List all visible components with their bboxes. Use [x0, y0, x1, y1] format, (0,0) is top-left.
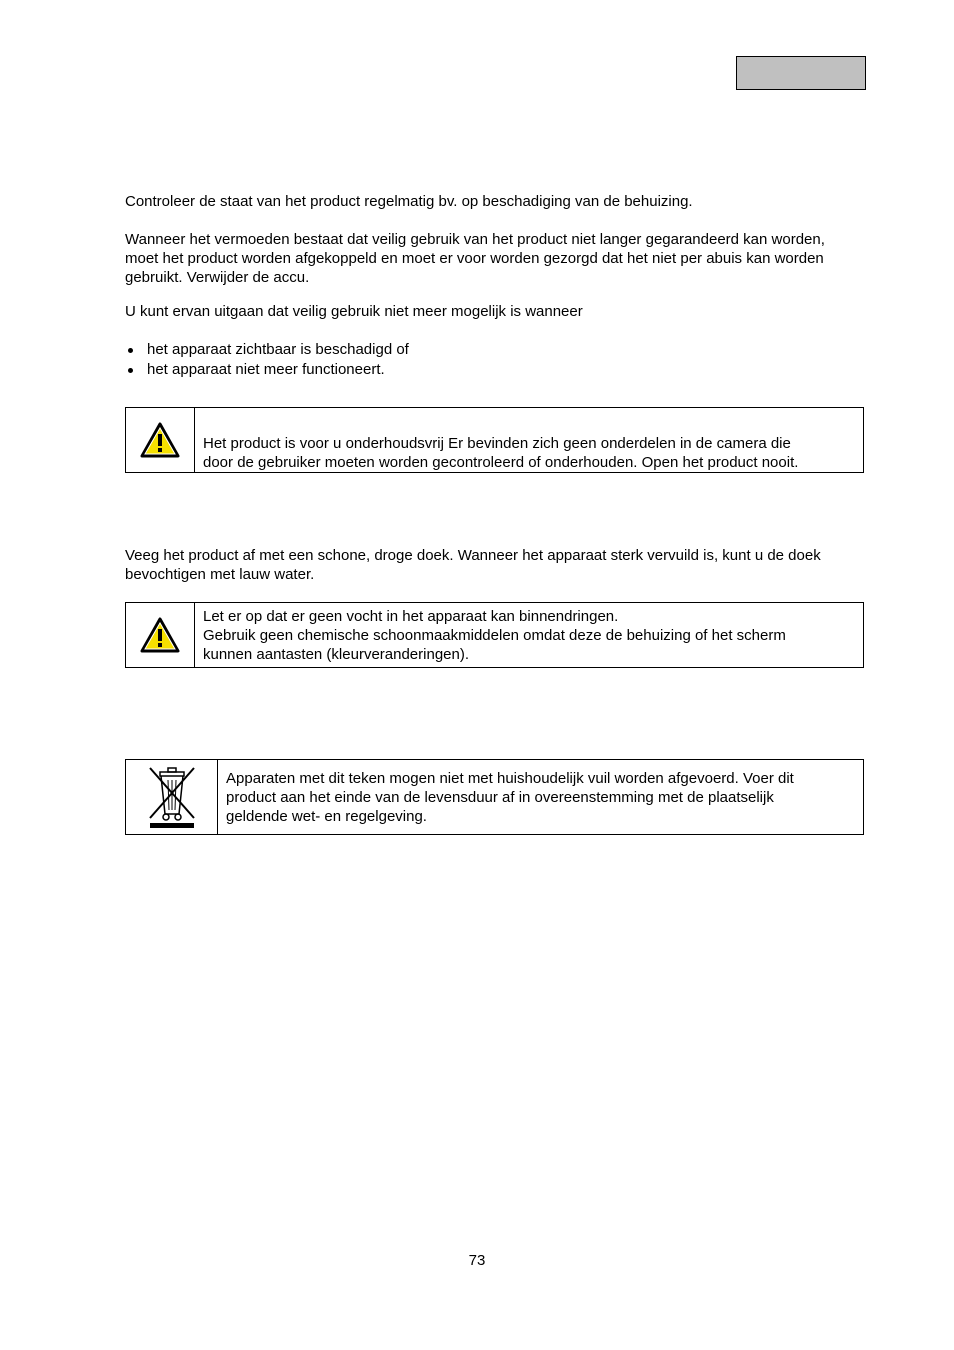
- notice-text-cell: [218, 760, 863, 834]
- maintenance-notice: [125, 407, 864, 473]
- page-number: 73: [468, 1252, 486, 1269]
- cleaning-line-2: bevochtigen met lauw water.: [125, 566, 315, 583]
- cleaning-notice: [125, 602, 864, 668]
- conditions-intro: [125, 302, 885, 321]
- language-tab-box: [736, 56, 866, 90]
- conditions-intro-text: U kunt ervan uitgaan dat veilig gebruik niet meer mogelijk is wanneer: [125, 303, 583, 320]
- disposal-line-3: geldende wet- en regelgeving.: [226, 808, 427, 825]
- cleaning-notice-line-3: kunnen aantasten (kleurveranderingen).: [203, 646, 470, 663]
- safety-line-2: moet het product worden afgekoppeld en moet er voor worden gezorgd dat het niet per abuis kan worden: [125, 250, 824, 267]
- safety-line-1: Wanneer het vermoeden bestaat dat veilig gebruik van het product niet langer gegarandeerd kan worden,: [125, 231, 825, 248]
- inspection-text: Controleer de staat van het product regelmatig bv. op beschadiging van de behuizing.: [125, 193, 693, 210]
- warning-triangle-icon: [140, 617, 180, 653]
- disposal-line-2: product aan het einde van de levensduur af in overeenstemming met de plaatselijk: [226, 789, 774, 806]
- notice-icon-cell: [126, 408, 195, 472]
- list-item: het apparaat zichtbaar is beschadigd of: [125, 340, 825, 360]
- cleaning-notice-line-1: Let er op dat er geen vocht in het apparaat kan binnendringen.: [203, 608, 619, 625]
- notice-icon-cell: [126, 760, 218, 834]
- cleaning-line-1: Veeg het product af met een schone, droge doek. Wanneer het apparaat sterk vervuild is, kunt u de doek: [125, 547, 821, 564]
- notice-text-cell: [195, 408, 863, 472]
- safety-paragraph: [125, 230, 885, 287]
- inspection-paragraph: [125, 192, 885, 211]
- notice-icon-cell: [126, 603, 195, 667]
- warning-triangle-icon: [140, 422, 180, 458]
- crossed-out-bin-icon: [142, 764, 202, 830]
- disposal-line-1: Apparaten met dit teken mogen niet met huishoudelijk vuil worden afgevoerd. Voer dit: [226, 770, 794, 787]
- disposal-notice: [125, 759, 864, 835]
- list-item: het apparaat niet meer functioneert.: [125, 360, 825, 380]
- safety-line-3: gebruikt. Verwijder de accu.: [125, 269, 310, 286]
- notice-text-cell: [195, 603, 863, 667]
- cleaning-paragraph: [125, 546, 885, 584]
- maintenance-line-2: door de gebruiker moeten worden gecontroleerd of onderhouden. Open het product nooit.: [203, 454, 799, 471]
- conditions-list: [125, 340, 825, 380]
- maintenance-line-1: Het product is voor u onderhoudsvrij Er bevinden zich geen onderdelen in de camera die: [203, 435, 791, 452]
- cleaning-notice-line-2: Gebruik geen chemische schoonmaakmiddelen omdat deze de behuizing of het scherm: [203, 627, 786, 644]
